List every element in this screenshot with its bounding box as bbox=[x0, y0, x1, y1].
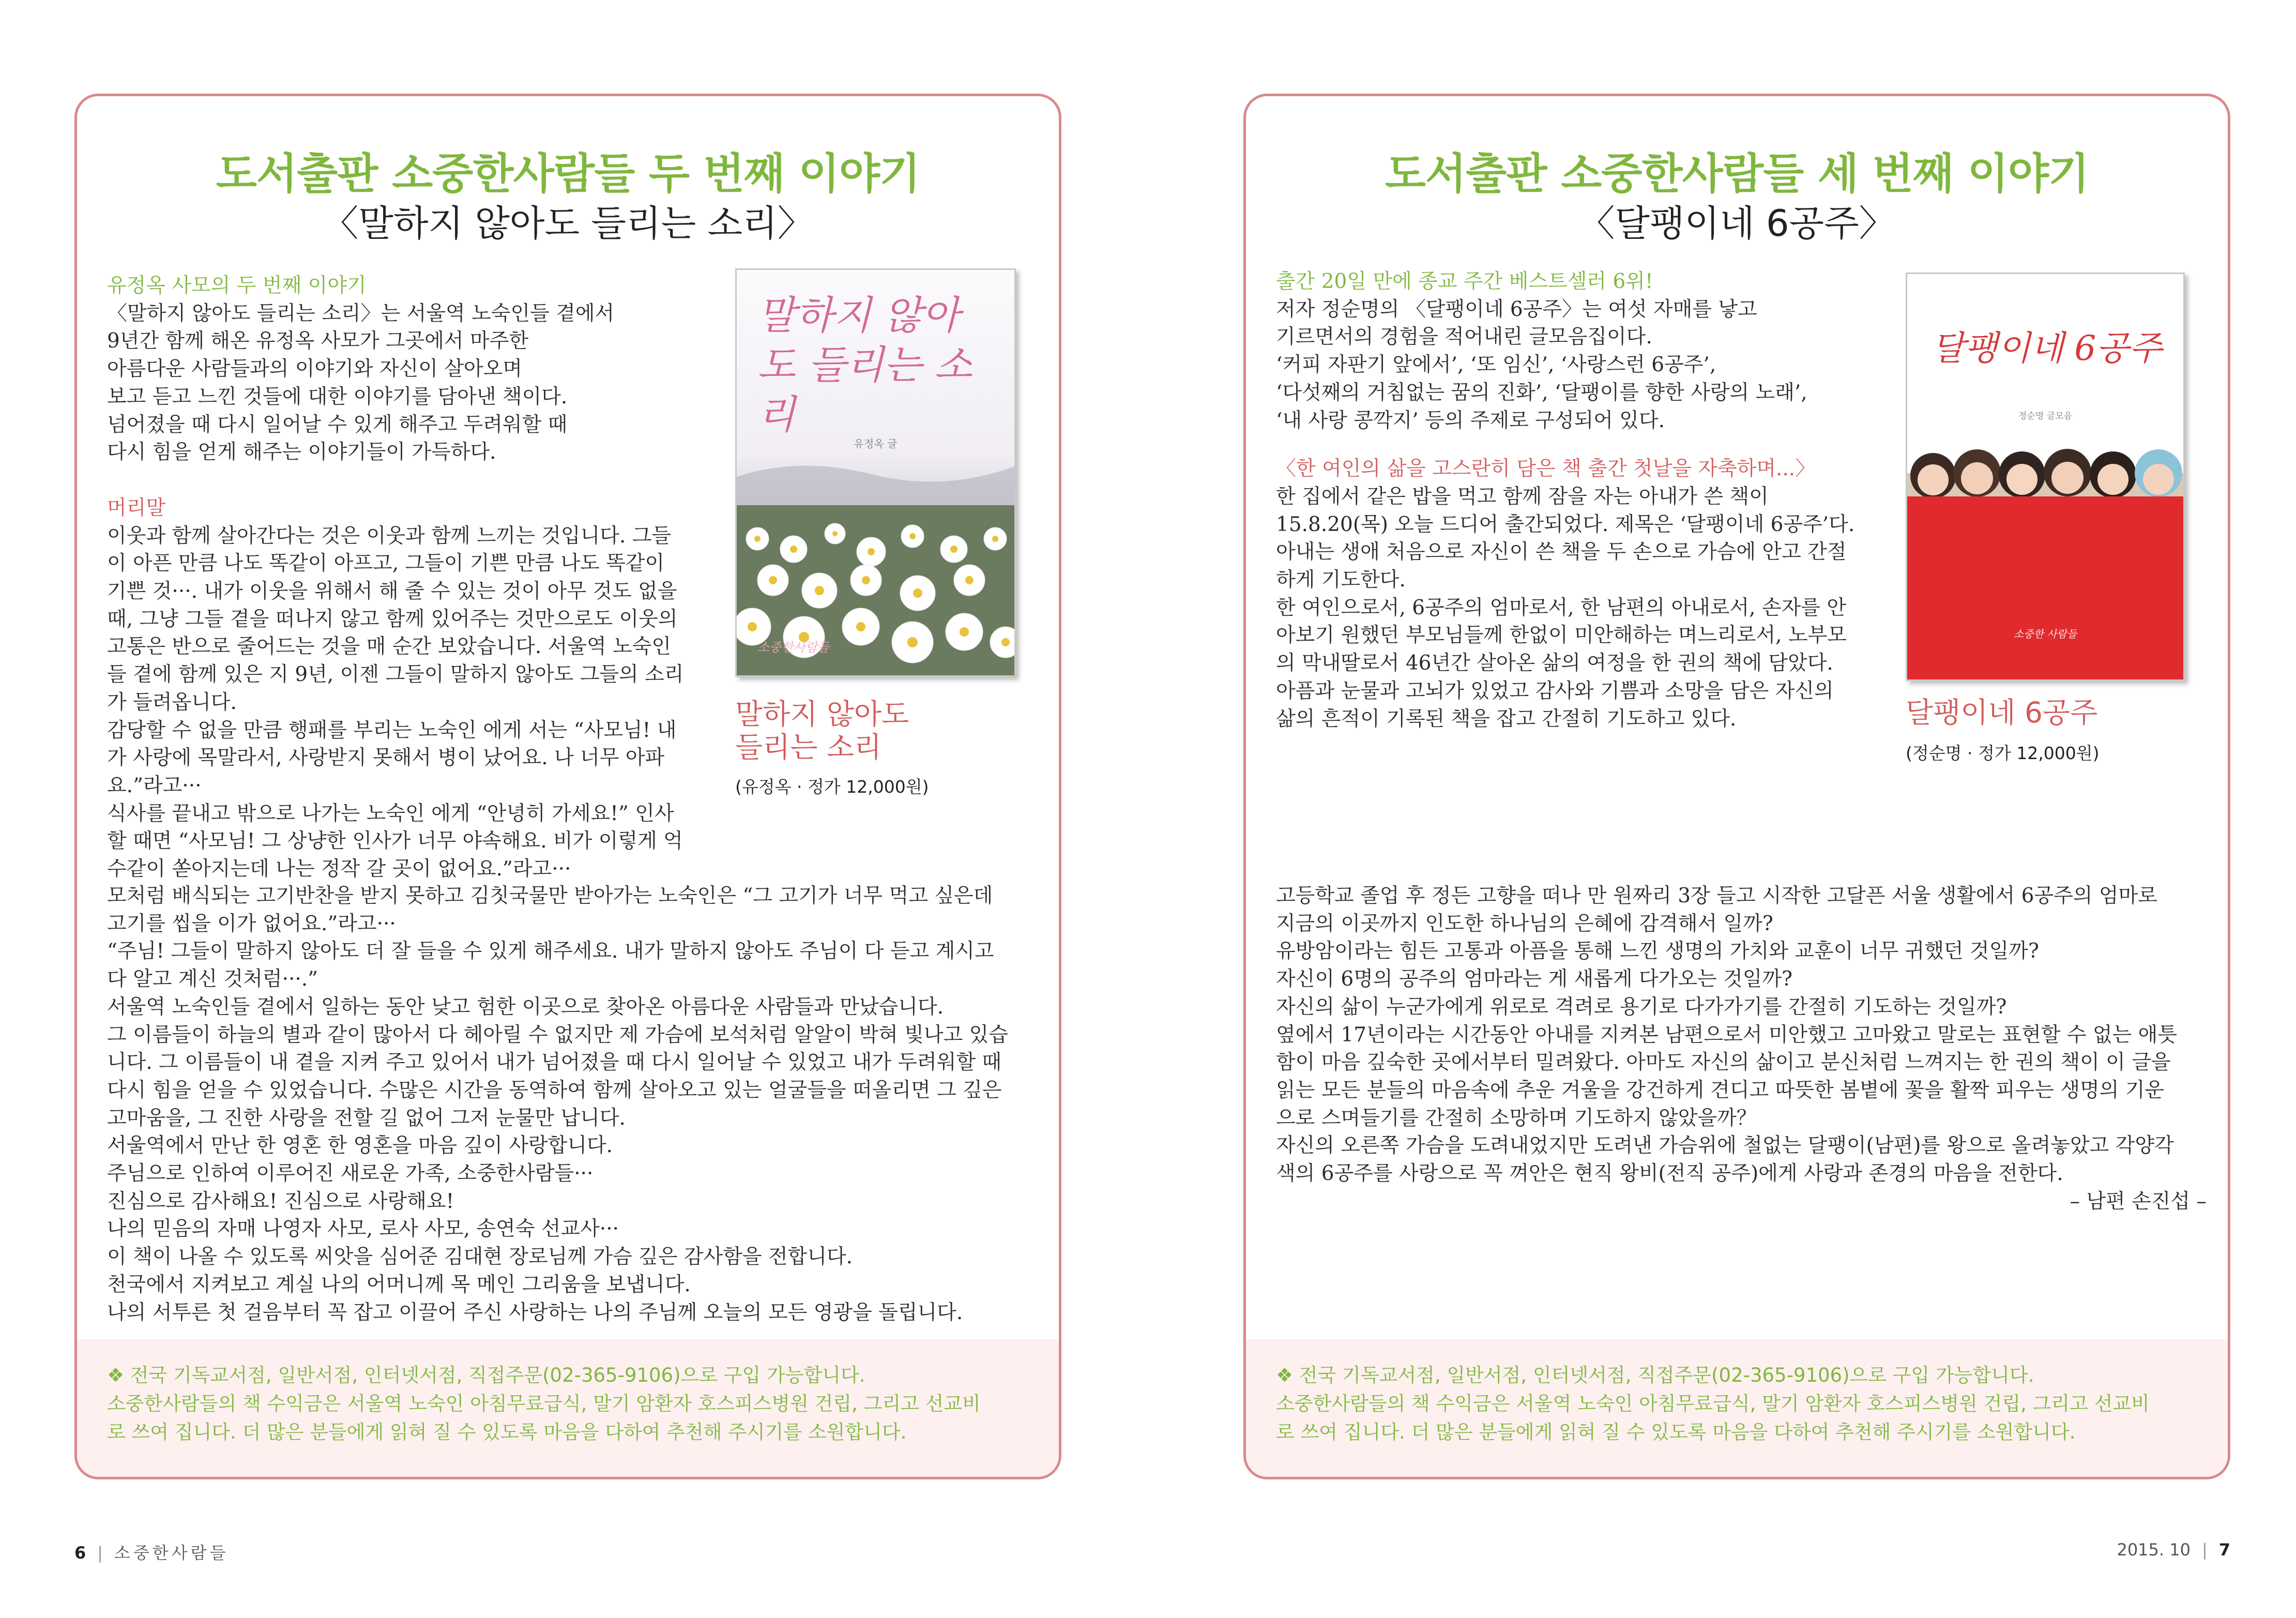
text-line: 의 막내딸로서 46년간 살아온 삶의 여정을 한 권의 책에 담았다. bbox=[1276, 652, 1833, 675]
quote-text bbox=[1276, 483, 1948, 733]
text-line: 서울역 노숙인들 곁에서 일하는 동안 낮고 험한 이곳으로 찾아온 아름다운 사람들과 만났습니다. bbox=[107, 995, 944, 1019]
book-cover-image bbox=[735, 268, 1016, 677]
article-title: 도서출판 소중한사람들 두 번째 이야기 bbox=[216, 149, 920, 199]
text-line: 기르면서의 경험을 적어내린 글모음집이다. bbox=[1276, 325, 1652, 349]
quote-text-wide bbox=[1276, 882, 2207, 1215]
text-line: ‘다섯째의 거침없는 꿈의 진화’, ‘달팽이를 향한 사랑의 노래’, bbox=[1276, 381, 1807, 404]
text-line: 기쁜 것···. 내가 이웃을 위해서 해 줄 수 있는 것이 아무 것도 없을 bbox=[107, 580, 677, 603]
article-panel-left bbox=[74, 94, 1061, 1479]
page-number: 6 bbox=[74, 1543, 86, 1563]
preface-text-wide bbox=[107, 882, 1038, 1326]
text-line: 가 사랑에 목말라서, 사랑받지 못해서 병이 났어요. 나 너무 아파 bbox=[107, 746, 665, 770]
text-line: 9년간 함께 해온 유정옥 사모가 그곳에서 마주한 bbox=[107, 329, 529, 353]
cover-publisher-text: 소중한사람들 bbox=[757, 640, 830, 655]
intro-text bbox=[107, 300, 800, 466]
text-line: 그 이름들이 하늘의 별과 같이 많아서 다 헤아릴 수 없지만 제 가슴에 보석처럼 알알이 박혀 빛나고 있습 bbox=[107, 1023, 1008, 1047]
text-line: 때, 그냥 그들 곁을 떠나지 않고 함께 있어주는 것만으로도 이웃의 bbox=[107, 607, 678, 631]
text-line: 고통은 반으로 줄어드는 것을 매 순간 보았습니다. 서울역 노숙인 bbox=[107, 635, 672, 659]
text-line: “주님! 그들이 말하지 않아도 더 잘 들을 수 있게 해주세요. 내가 말하지 않아도 주님이 다 듣고 계시고 bbox=[107, 940, 994, 963]
preface-text bbox=[107, 522, 800, 883]
book-price: (정순명 · 정가 12,000원) bbox=[1906, 743, 2100, 763]
text-line: 자신이 6명의 공주의 엄마라는 게 새롭게 다가오는 것일까? bbox=[1276, 967, 1793, 991]
text-line: 모처럼 배식되는 고기반찬을 받지 못하고 김칫국물만 받아가는 노숙인은 “그 고기가 너무 먹고 싶은데 bbox=[107, 884, 993, 908]
text-line: 주님으로 인하여 이루어진 새로운 가족, 소중한사람들··· bbox=[107, 1162, 594, 1186]
quote-heading: 〈한 여인의 삶을 고스란히 담은 책 출간 첫날을 자축하며...〉 bbox=[1276, 457, 1816, 481]
text-line: 이웃과 함께 살아간다는 것은 이웃과 함께 느끼는 것입니다. 그들 bbox=[107, 524, 672, 548]
book-caption: 달팽이네 6공주 bbox=[1906, 696, 2098, 729]
text-line: 로 쓰여 집니다. 더 많은 분들에게 읽혀 질 수 있도록 마음을 다하여 추천해 주시기를 소원합니다. bbox=[1276, 1421, 2076, 1443]
issue-date: 2015. 10 bbox=[2117, 1540, 2191, 1560]
text-line: 아픔과 눈물과 고뇌가 있었고 감사와 기쁨과 소망을 담은 자신의 bbox=[1276, 679, 1834, 703]
text-line: 식사를 끝내고 밖으로 나가는 노숙인 에게 “안녕히 가세요!” 인사 bbox=[107, 802, 674, 825]
cover-title-text: 달팽이네 6공주 bbox=[1932, 328, 2162, 368]
text-line: 함이 마음 깊숙한 곳에서부터 밀려왔다. 아마도 자신의 삶이고 분신처럼 느껴지는 한 권의 책이 이 글을 bbox=[1276, 1051, 2171, 1075]
text-line: 천국에서 지켜보고 계실 나의 어머니께 목 메인 그리움을 보냅니다. bbox=[107, 1273, 691, 1296]
text-line: 소중한사람들의 책 수익금은 서울역 노숙인 아침무료급식, 말기 암환자 호스피스병원 건립, 그리고 선교비 bbox=[1276, 1393, 2150, 1415]
intro-block bbox=[1276, 268, 1948, 733]
purchase-info-band bbox=[1246, 1339, 2228, 1477]
signature: – 남편 손진섭 – bbox=[2070, 1189, 2207, 1213]
preface-heading: 머리말 bbox=[107, 496, 166, 520]
page-number: 7 bbox=[2218, 1540, 2230, 1560]
text-line: 감당할 수 없을 만큼 행패를 부리는 노숙인 에게 서는 “사모님! 내 bbox=[107, 718, 677, 742]
article-title: 도서출판 소중한사람들 세 번째 이야기 bbox=[1385, 149, 2089, 199]
text-line: 수같이 쏟아지는데 나는 정작 갈 곳이 없어요.”라고··· bbox=[107, 857, 571, 881]
text-line: 로 쓰여 집니다. 더 많은 분들에게 읽혀 질 수 있도록 마음을 다하여 추천해 주시기를 소원합니다. bbox=[107, 1421, 907, 1443]
text-line: 〈말하지 않아도 들리는 소리〉는 서울역 노숙인들 곁에서 bbox=[107, 301, 615, 325]
text-line: 한 집에서 같은 밥을 먹고 함께 잠을 자는 아내가 쓴 책이 bbox=[1276, 485, 1769, 508]
text-line: 보고 듣고 느낀 것들에 대한 이야기를 담아낸 책이다. bbox=[107, 385, 568, 409]
text-line: 할 때면 “사모님! 그 상냥한 인사가 너무 야속해요. 비가 이렇게 억 bbox=[107, 829, 683, 853]
text-line: ‘내 사랑 콩깍지’ 등의 주제로 구성되어 있다. bbox=[1276, 409, 1665, 432]
text-line: 나의 믿음의 자매 나영자 사모, 로사 사모, 송연숙 선교사··· bbox=[107, 1217, 619, 1241]
book-caption: 말하지 않아도 들리는 소리 bbox=[735, 698, 909, 764]
text-line: 으로 스며들기를 간절히 소망하며 기도하지 않았을까？ bbox=[1276, 1106, 1757, 1130]
book-cover-image bbox=[1906, 273, 2185, 681]
text-line: 다시 힘을 얻게 해주는 이야기들이 가득하다. bbox=[107, 441, 496, 464]
article-panel-right bbox=[1243, 94, 2230, 1479]
page-footer-right: 2015. 10 | 7 bbox=[2117, 1540, 2230, 1560]
text-line: ❖ 전국 기독교서점, 일반서점, 인터넷서점, 직접주문(02-365-9106)으로 구입 가능합니다. bbox=[1276, 1364, 2034, 1386]
text-line: 들 곁에 함께 있은 지 9년, 이젠 그들이 말하지 않아도 그들의 소리 bbox=[107, 663, 684, 687]
text-line: 넘어졌을 때 다시 일어날 수 있게 해주고 두려워할 때 bbox=[107, 413, 568, 436]
magazine-name: 소중한사람들 bbox=[114, 1543, 229, 1563]
intro-heading: 출간 20일 만에 종교 주간 베스트셀러 6위! bbox=[1276, 270, 1653, 293]
article-subtitle: 〈달팽이네 6공주〉 bbox=[1578, 202, 1895, 245]
text-line: 다시 힘을 얻을 수 있었습니다. 수많은 시간을 동역하여 함께 살아오고 있는 얼굴들을 떠올리면 그 깊은 bbox=[107, 1078, 1002, 1102]
text-line: ‘커피 자판기 앞에서’, ‘또 임신’, ‘사랑스런 6공주’, bbox=[1276, 353, 1716, 377]
article-subtitle: 〈말하지 않아도 들리는 소리〉 bbox=[322, 202, 814, 245]
page-footer-left: 6 | 소중한사람들 bbox=[74, 1543, 229, 1563]
text-line: 고마움을, 그 진한 사랑을 전할 길 없어 그저 눈물만 납니다. bbox=[107, 1106, 626, 1130]
text-line: 니다. 그 이름들이 내 곁을 지켜 주고 있어서 내가 넘어졌을 때 다시 일어날 수 있었고 내가 두려워할 때 bbox=[107, 1051, 1002, 1075]
text-line: 진심으로 감사해요! 진심으로 사랑해요! bbox=[107, 1189, 454, 1213]
intro-text bbox=[1276, 296, 1948, 435]
text-line: 지금의 이곳까지 인도한 하나님의 은혜에 감격해서 일까? bbox=[1276, 912, 1773, 935]
text-line: 삶의 흔적이 기록된 책을 잡고 간절히 기도하고 있다. bbox=[1276, 707, 1737, 731]
text-line: 가 들려옵니다. bbox=[107, 690, 237, 714]
cover-title-text: 말하지 않아도 들리는 소리 bbox=[757, 292, 972, 437]
text-line: 색의 6공주를 사랑으로 꼭 껴안은 현직 왕비(전직 공주)에게 사랑과 존경의 마음을 전한다. bbox=[1276, 1162, 2063, 1186]
text-line: 읽는 모든 분들의 마음속에 추운 겨울을 강건하게 견디고 따뜻한 봄볕에 꽃을 활짝 피우는 생명의 기운 bbox=[1276, 1078, 2165, 1102]
cover-publisher-text: 소중한 사람들 bbox=[2013, 628, 2077, 640]
text-line: 이 책이 나올 수 있도록 씨앗을 심어준 김대현 장로님께 가슴 깊은 감사함을 전합니다. bbox=[107, 1245, 853, 1269]
purchase-info-text bbox=[107, 1361, 1030, 1446]
text-line: 자신의 오른쪽 가슴을 도려내었지만 도려낸 가슴위에 철없는 달팽이(남편)를 왕으로 올려놓았고 각양각 bbox=[1276, 1134, 2174, 1158]
book-price: (유정옥 · 정가 12,000원) bbox=[735, 777, 929, 797]
purchase-info-band bbox=[77, 1339, 1059, 1477]
text-line: 서울역에서 만난 한 영혼 한 영혼을 마음 깊이 사랑합니다. bbox=[107, 1134, 613, 1158]
text-line: 아보기 원했던 부모님들께 한없이 미안해하는 며느리로서, 노부모 bbox=[1276, 624, 1847, 647]
text-line: 옆에서 17년이라는 시간동안 아내를 지켜본 남편으로서 미안했고 고마왔고 말로는 표현할 수 없는 애틋 bbox=[1276, 1023, 2178, 1047]
purchase-info-text bbox=[1276, 1361, 2199, 1446]
text-line: ❖ 전국 기독교서점, 일반서점, 인터넷서점, 직접주문(02-365-9106)으로 구입 가능합니다. bbox=[107, 1364, 865, 1386]
text-line: 고기를 씹을 이가 없어요.”라고··· bbox=[107, 912, 396, 935]
text-line: 고등학교 졸업 후 정든 고향을 떠나 만 원짜리 3장 들고 시작한 고달픈 서울 생활에서 6공주의 엄마로 bbox=[1276, 884, 2157, 908]
intro-heading: 유정옥 사모의 두 번째 이야기 bbox=[107, 274, 367, 297]
text-line: 아름다운 사람들과의 이야기와 자신이 살아오며 bbox=[107, 357, 523, 381]
cover-author-text: 정순명 글모음 bbox=[2018, 411, 2072, 421]
text-line: 나의 서투른 첫 걸음부터 꼭 잡고 이끌어 주신 사랑하는 나의 주님께 오늘의 모든 영광을 돌립니다. bbox=[107, 1301, 963, 1324]
text-line: 하게 기도한다. bbox=[1276, 568, 1406, 592]
text-line: 저자 정순명의 〈달팽이네 6공주〉는 여섯 자매를 낳고 bbox=[1276, 297, 1757, 321]
intro-block bbox=[107, 272, 800, 883]
text-line: 요.”라고··· bbox=[107, 774, 202, 797]
cover-author-text: 유정옥 글 bbox=[854, 437, 898, 450]
text-line: 15.8.20(목) 오늘 드디어 출간되었다. 제목은 ‘달팽이네 6공주’다. bbox=[1276, 512, 1855, 536]
text-line: 이 아픈 만큼 나도 똑같이 아프고, 그들이 기쁜 만큼 나도 똑같이 bbox=[107, 552, 665, 576]
text-line: 다 알고 계신 것처럼···.” bbox=[107, 967, 318, 991]
text-line: 유방암이라는 힘든 고통과 아픔을 통해 느낀 생명의 가치와 교훈이 너무 귀했던 것일까? bbox=[1276, 940, 2039, 963]
text-line: 한 여인으로서, 6공주의 엄마로서, 한 남편의 아내로서, 손자를 안 bbox=[1276, 596, 1847, 619]
text-line: 아내는 생애 처음으로 자신이 쓴 책을 두 손으로 가슴에 안고 간절 bbox=[1276, 540, 1847, 564]
text-line: 소중한사람들의 책 수익금은 서울역 노숙인 아침무료급식, 말기 암환자 호스피스병원 건립, 그리고 선교비 bbox=[107, 1393, 981, 1415]
text-line: 자신의 삶이 누군가에게 위로로 격려로 용기로 다가가기를 간절히 기도하는 것일까? bbox=[1276, 995, 2007, 1019]
